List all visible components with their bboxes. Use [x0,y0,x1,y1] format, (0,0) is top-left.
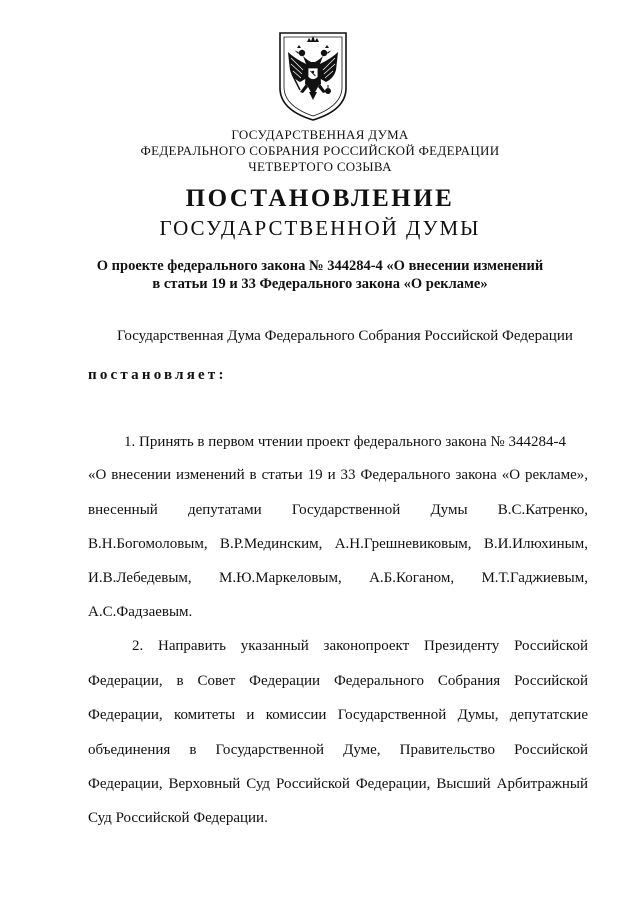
subject-line: в статьи 19 и 33 Федерального закона «О рекламе» [152,276,488,292]
decree-word: постановляет: [88,367,227,383]
paragraph-1-line: В.Н.Богомоловым, В.Р.Мединским, А.Н.Грешневиковым, В.И.Илюхиным, [88,536,588,552]
header-duma-line: ГОСУДАРСТВЕННАЯ ДУМА [231,127,409,142]
paragraph-2-line: Федерации, в Совет Федерации Федерального Собрания Российской [88,673,588,689]
document-title: ПОСТАНОВЛЕНИЕ [185,185,455,212]
header-federal-assembly-line: ФЕДЕРАЛЬНОГО СОБРАНИЯ РОССИЙСКОЙ ФЕДЕРАЦИИ [140,143,500,158]
paragraph-1-line: «О внесении изменений в статьи 19 и 33 Федерального закона «О рекламе», [88,467,588,483]
paragraph-1-line: внесенный депутатами Государственной Думы В.С.Катренко, [88,502,588,518]
coat-of-arms-emblem [276,30,350,122]
paragraph-2-line: Суд Российской Федерации. [88,810,268,826]
paragraph-2-line: Федерации, комитеты и комиссии Государственной Думы, депутатские [88,707,588,723]
header-convocation-line: ЧЕТВЕРТОГО СОЗЫВА [248,159,392,174]
paragraph-1-line: 1. Принять в первом чтении проект федерального закона № 344284-4 [124,434,566,450]
paragraph-2-line: объединения в Государственной Думе, Правительство Российской [88,742,588,758]
paragraph-2-line: 2. Направить указанный законопроект Президенту Российской [132,638,588,654]
document-subtitle: ГОСУДАРСТВЕННОЙ ДУМЫ [159,216,481,240]
intro-line: Государственная Дума Федерального Собрания Российской Федерации [117,328,573,344]
paragraph-1-line: И.В.Лебедевым, М.Ю.Маркеловым, А.Б.Коганом, М.Т.Гаджиевым, [88,570,588,586]
paragraph-2-line: Федерации, Верховный Суд Российской Федерации, Высший Арбитражный [88,776,588,792]
subject-line: О проекте федерального закона № 344284-4 «О внесении изменений [96,258,544,274]
paragraph-1-line: А.С.Фадзаевым. [88,604,193,620]
